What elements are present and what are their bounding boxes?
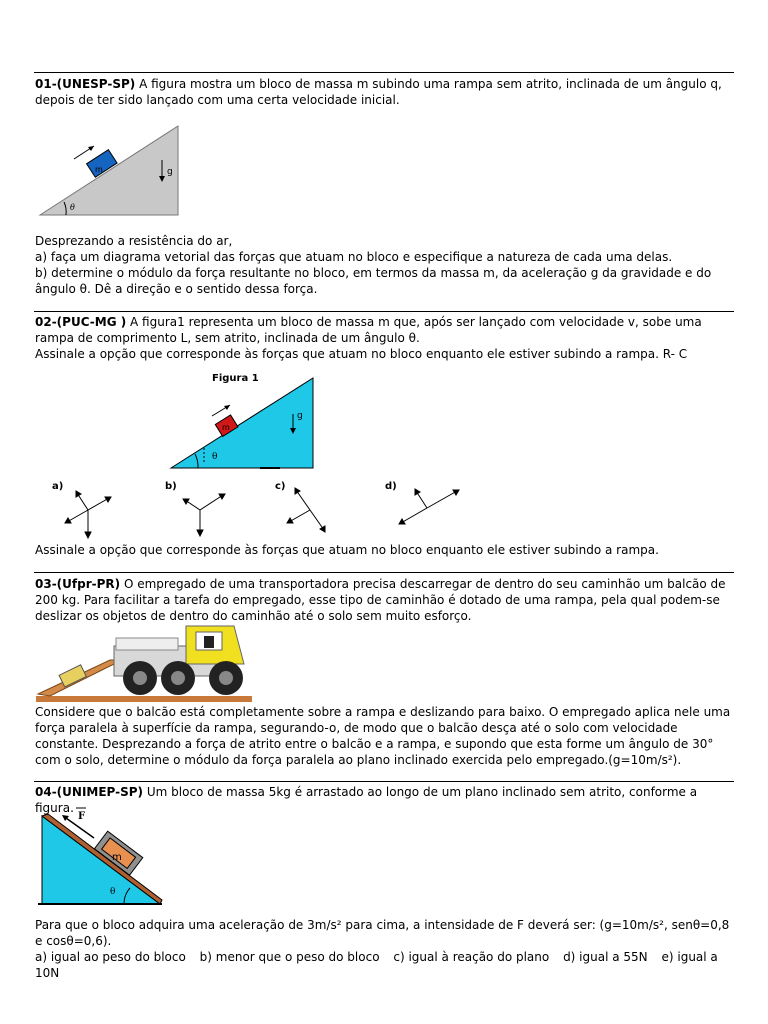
gravity-label: g (297, 411, 303, 421)
question-text: A figura1 representa um bloco de massa m que, após ser lançado com velocidade v, sobe uma rampa de comprimento L, sem atrito, inclinada de um ângulo θ. (35, 315, 702, 345)
question-02-repeat (35, 542, 735, 558)
text-line: b) determine o módulo da força resultante no bloco, em termos da massa m, da aceleração g da gravidade e do ângulo θ. Dê a direção e o sentido dessa força. (35, 266, 712, 296)
mass-label: m (95, 165, 103, 174)
answer-options (35, 950, 718, 980)
question-label: 02-(PUC-MG ) (35, 315, 127, 329)
question-03-body (35, 704, 735, 768)
option-c-label: c) (275, 481, 286, 492)
divider (34, 781, 734, 782)
text-line: Assinale a opção que corresponde às forças que atuam no bloco enquanto ele estiver subindo a rampa. R- C (35, 347, 688, 361)
question-label: 04-(UNIMEP-SP) (35, 785, 144, 799)
divider (34, 311, 734, 312)
question-01-items (35, 233, 735, 297)
question-text: Um bloco de massa 5kg é arrastado ao longo de um plano inclinado sem atrito, conforme a figura. (35, 785, 698, 815)
answer-c: c) igual à reação do plano (393, 950, 550, 964)
question-04-body (35, 917, 735, 981)
text-line: Assinale a opção que corresponde às forças que atuam no bloco enquanto ele estiver subindo a rampa. (35, 543, 659, 557)
incline-figure-4 (38, 806, 164, 908)
divider (34, 572, 734, 573)
question-text: Para que o bloco adquira uma aceleração de 3m/s² para cima, a intensidade de F deverá ser: (g=10m/s², senθ=0,8 e cosθ=0,6). (35, 918, 730, 948)
incline-figure-2 (168, 366, 320, 472)
question-text: A figura mostra um bloco de massa m subindo uma rampa sem atrito, inclinada de um ângulo q, depois de ter sido lançado com uma certa velocidade inicial. (35, 77, 722, 107)
option-a-label: a) (52, 481, 64, 492)
question-03 (35, 576, 735, 624)
question-text: O empregado de uma transportadora precisa descarregar de dentro do seu caminhão um balcão de 200 kg. Para facilitar a tarefa do empregado, esse tipo de caminhão é dotado de uma rampa, pela qual podem-se deslizar os objetos de dentro do caminhão até o solo sem muito esforço. (35, 577, 726, 623)
force-label: F (78, 811, 86, 822)
theta-label: θ (212, 452, 218, 462)
option-b-label: b) (165, 481, 177, 492)
text-line: a) faça um diagrama vetorial das forças que atuam no bloco e especifique a natureza de cada uma delas. (35, 250, 673, 264)
option-d-label: d) (385, 481, 397, 492)
answer-a: a) igual ao peso do bloco (35, 950, 186, 964)
incline-figure-1 (36, 124, 184, 218)
question-label: 01-(UNESP-SP) (35, 77, 136, 91)
theta-label: θ (110, 887, 116, 897)
divider (34, 72, 734, 73)
figure-title: Figura 1 (212, 373, 259, 384)
truck-ramp-figure (36, 624, 252, 702)
question-label: 03-(Ufpr-PR) (35, 577, 121, 591)
mass-label: m (222, 423, 230, 432)
answer-d: d) igual a 55N (563, 950, 648, 964)
question-02 (35, 314, 735, 362)
answer-b: b) menor que o peso do bloco (199, 950, 380, 964)
text-line: Desprezando a resistência do ar, (35, 234, 233, 248)
option-c-diagram (282, 482, 342, 540)
question-text: Considere que o balcão está completamente sobre a rampa e deslizando para baixo. O empregado aplica nele uma força paralela à superfície da rampa, segurando-o, de modo que o balcão desça até o solo com velocidade constante. Desprezando a força de atrito entre o balcão e a rampa, e supondo que esta forme um ângulo de 30° com o solo, determine o módulo da força paralela ao plano inclinado exercida pelo empregado.(g=10m/s²). (35, 705, 731, 767)
question-01 (35, 76, 735, 108)
option-b-diagram (172, 482, 232, 540)
option-d-diagram (395, 482, 467, 534)
answer-e: e) igual a 10N (35, 950, 718, 980)
theta-label: θ (70, 203, 75, 212)
option-a-diagram (60, 482, 120, 540)
mass-label: m (112, 852, 122, 863)
gravity-label: g (167, 167, 173, 177)
